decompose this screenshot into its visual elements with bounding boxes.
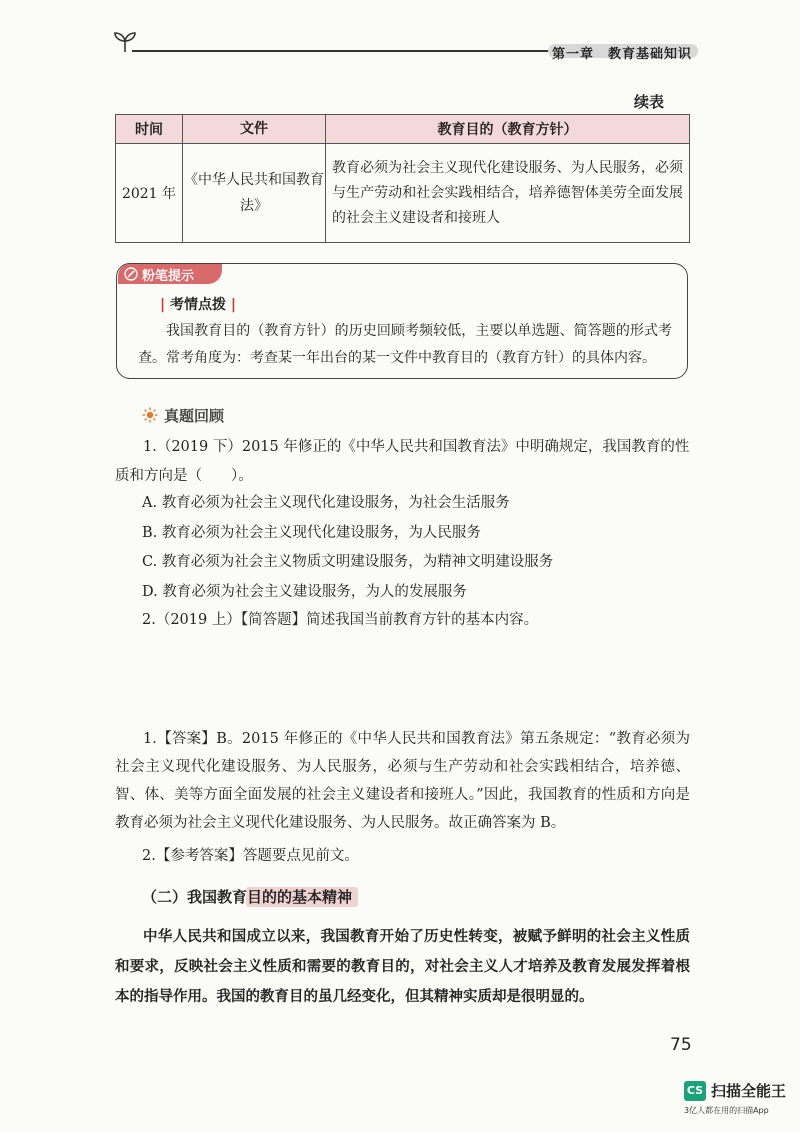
- option-a: A. 教育必须为社会主义现代化建设服务，为社会生活服务: [142, 495, 510, 511]
- section-paragraph: 中华人民共和国成立以来，我国教育开始了历史性转变，被赋予鲜明的社会主义性质和要求，反映社会主义性质和需要的教育目的，对社会主义人才培养及教育发展发挥着根本的指导作用。我国的教育目的虽几经变化，但其精神实质却是很明显的。: [115, 929, 690, 1005]
- bracket-left-icon: |: [160, 297, 166, 313]
- option-b: B. 教育必须为社会主义现代化建设服务，为人民服务: [142, 524, 481, 541]
- column-header-document: 文件: [183, 115, 326, 144]
- table-header-row: [116, 115, 690, 144]
- table-caption: 续表: [634, 93, 665, 111]
- watermark-tagline: 3亿人都在用的扫描App: [684, 1106, 769, 1115]
- education-aim-table: [115, 114, 690, 243]
- cell-time: 2021 年: [116, 144, 183, 243]
- pencil-icon: [124, 267, 138, 281]
- tip-heading-text: 考情点拨: [170, 297, 226, 313]
- question-1: 1.（2019 下）2015 年修正的《中华人民共和国教育法》中明确规定，我国教育的性质和方向是（ ）。: [115, 439, 690, 484]
- cell-aim: 教育必须为社会主义现代化建设服务、为人民服务，必须与生产劳动和社会实践相结合，培养德智体美劳全面发展的社会主义建设者和接班人: [326, 144, 690, 243]
- tip-text: 我国教育目的（教育方针）的历史回顾考频较低，主要以单选题、简答题的形式考查。常考角度为：考查某一年出台的某一文件中教育目的（教育方针）的具体内容。: [138, 323, 672, 366]
- answer-2: 2.【参考答案】答题要点见前文。: [142, 848, 359, 864]
- sun-icon: [142, 407, 158, 423]
- cell-document: 《中华人民共和国教育法》: [183, 144, 326, 243]
- review-title: 真题回顾: [164, 407, 225, 425]
- chapter-title: 第一章 教育基础知识: [552, 47, 693, 62]
- table-row: [116, 144, 690, 243]
- bracket-right-icon: |: [230, 297, 236, 313]
- column-header-time: 时间: [116, 115, 183, 144]
- watermark-name: 扫描全能王: [711, 1082, 787, 1100]
- answer-1: 1.【答案】B。2015 年修正的《中华人民共和国教育法》第五条规定：“教育必须为社会主义现代化建设服务、为人民服务，必须与生产劳动和社会实践相结合，培养德、智、体、美等方面全面发展的社会主义建设者和接班人。”因此，我国教育的性质和方向是教育必须为社会主义现代化建设服务、为人民服务。故正确答案为 B。: [115, 731, 690, 831]
- column-header-aim: 教育目的（教育方针）: [326, 115, 690, 144]
- question-1-options: [142, 489, 553, 607]
- scanner-logo-icon: CS: [684, 1081, 706, 1101]
- tip-title: 粉笔提示: [142, 269, 195, 284]
- question-2: 2.（2019 上）【简答题】简述我国当前教育方针的基本内容。: [142, 612, 539, 628]
- section-title: （二）我国教育目的的基本精神: [142, 888, 353, 906]
- page-number: 75: [670, 1035, 692, 1055]
- header-rule: [132, 50, 552, 52]
- tip-heading: [160, 294, 236, 314]
- option-d: D. 教育必须为社会主义建设服务，为人的发展服务: [142, 583, 467, 600]
- option-c: C. 教育必须为社会主义物质文明建设服务，为精神文明建设服务: [142, 554, 554, 570]
